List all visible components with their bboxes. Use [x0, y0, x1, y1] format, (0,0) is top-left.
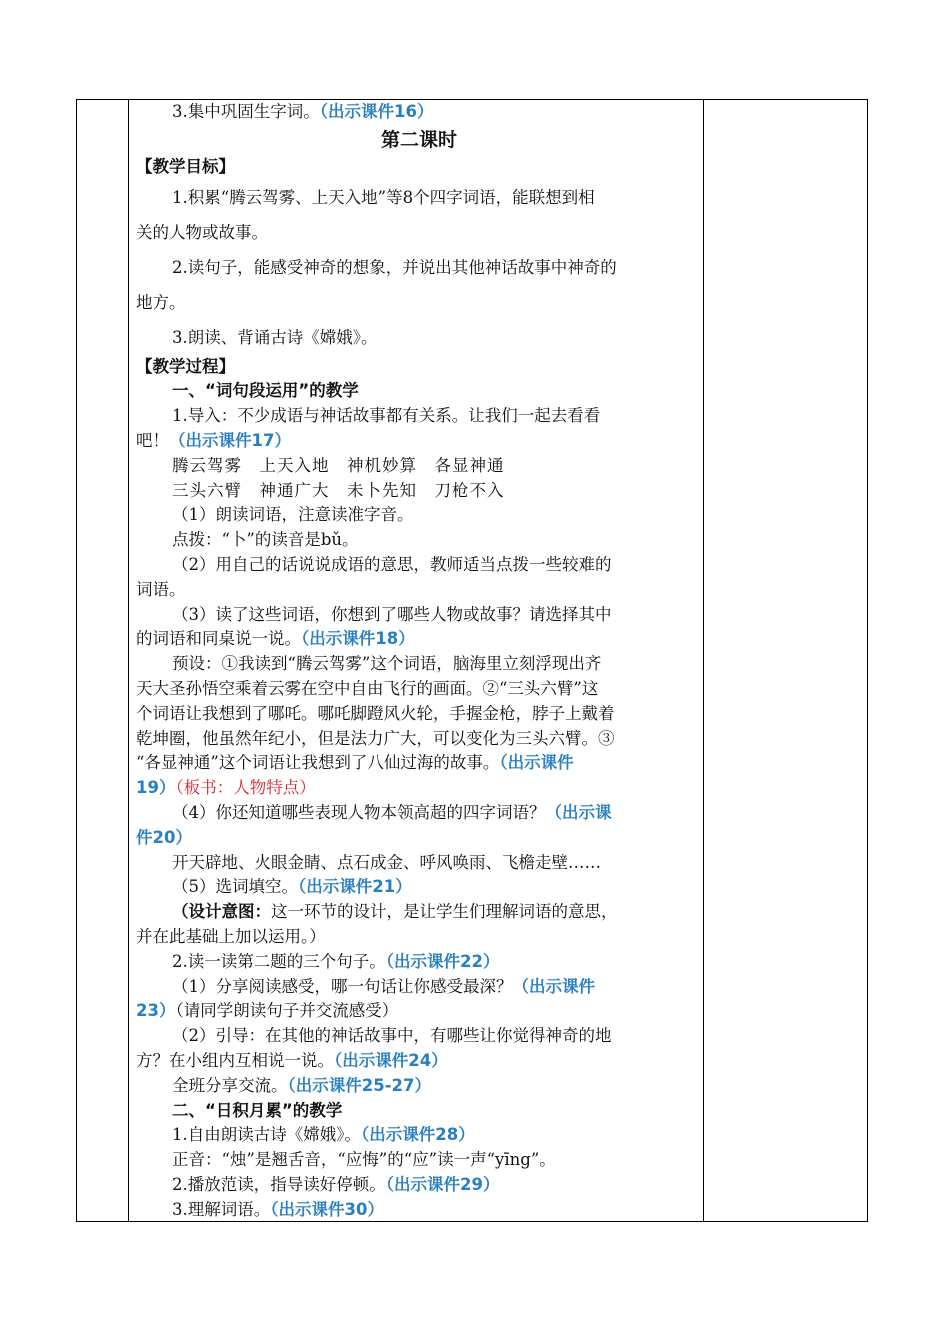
text-line	[136, 950, 702, 975]
text-span: （请同学朗读句子并交流感受）	[175, 1001, 399, 1021]
text-line	[136, 1049, 702, 1074]
text-span: 2.读一读第二题的三个句子。	[172, 951, 386, 971]
text-span: （出示课件16）	[319, 102, 434, 121]
text-line: （1）朗读词语，注意读准字音。	[172, 505, 414, 525]
text-line: 个词语让我想到了哪吒。哪吒脚蹬风火轮，手握金枪，脖子上戴着	[136, 703, 615, 723]
text-line	[136, 1173, 702, 1198]
text-line	[136, 975, 702, 1000]
text-line: 正音：“烛”是翘舌音，“应悔”的“应”读一声“yīng”。	[172, 1150, 556, 1170]
text-span: （板书：人物特点）	[175, 778, 316, 798]
text-line: 点拨：“卜”的读音是bǔ。	[172, 530, 359, 550]
text-span: 全班分享交流。	[172, 1075, 288, 1095]
design-intent: 并在此基础上加以运用。）	[136, 926, 326, 946]
text-line	[136, 801, 702, 826]
text-line: 预设：①我读到“腾云驾雾”这个词语，脑海里立刻浮现出齐	[172, 654, 602, 674]
text-line	[136, 875, 702, 900]
text-line: 词语。	[136, 579, 186, 599]
text-line: 开天辟地、火眼金睛、点石成金、呼风唤雨、飞檐走壁……	[172, 852, 601, 872]
text-line: （2）用自己的话说说成语的意思，教师适当点拨一些较难的	[172, 554, 612, 574]
text-span: （出示课件18）	[301, 629, 415, 649]
text-line	[136, 776, 702, 801]
text-span: （出示课件17）	[169, 430, 291, 450]
text-line: 天大圣孙悟空乘着云雾在空中自由飞行的画面。②“三头六臂”这	[136, 678, 599, 698]
text-span: （出示课件22）	[385, 951, 500, 971]
text-span: （1）分享阅读感受，哪一句话让你感受最深？	[172, 976, 513, 996]
text-span: （出示课件21）	[298, 877, 412, 897]
text-line: 1.积累“腾云驾雾、上天入地”等8个四字词语，能联想到相	[172, 187, 595, 207]
text-span: 件20）	[136, 827, 192, 847]
text-span: 19）	[136, 778, 176, 798]
column-divider-right	[703, 100, 704, 1221]
text-span: 23）	[136, 1001, 176, 1021]
text-span: （出示课件30）	[270, 1199, 384, 1219]
text-span: 的词语和同桌说一说。	[136, 629, 301, 649]
text-span: （4）你还知道哪些表现人物本领高超的四字词语？	[172, 802, 546, 822]
text-span: （设计意图：	[172, 902, 271, 922]
text-line	[136, 627, 702, 652]
text-span: （出示课件29）	[385, 1174, 500, 1194]
text-span: “各显神通”这个词语让我想到了八仙过海的故事。	[136, 753, 500, 773]
subsection-heading: 一、“词句段运用”的教学	[172, 381, 359, 401]
text-span: 2.播放范读，指导读好停顿。	[172, 1174, 386, 1194]
word-list-row: 三头六臂 神通广大 未卜先知 刀枪不入	[172, 480, 505, 500]
text-span: 3.集中巩固生字词。	[172, 102, 320, 121]
text-line	[136, 826, 702, 851]
text-line	[136, 1074, 702, 1099]
column-divider-left	[128, 100, 129, 1221]
subsection-heading: 二、“日积月累”的教学	[172, 1100, 343, 1120]
text-line: 乾坤圈，他虽然年纪小，但是法力广大，可以变化为三头六臂。③	[136, 728, 615, 748]
lesson-title: 第二课时	[380, 128, 457, 151]
text-line: 2.读句子，能感受神奇的想象，并说出其他神话故事中神奇的	[172, 257, 617, 277]
text-span: 吧！	[136, 430, 169, 450]
text-line	[136, 1198, 702, 1223]
text-line	[136, 751, 702, 776]
text-span: （5）选词填空。	[172, 877, 298, 897]
word-list-row: 腾云驾雾 上天入地 神机妙算 各显神通	[172, 455, 505, 475]
lesson-content	[136, 100, 702, 1222]
text-span: （出示课件24）	[334, 1050, 448, 1070]
text-span: （出示课件	[512, 976, 595, 996]
text-line	[136, 100, 702, 125]
text-span: （出示课件25-27）	[287, 1075, 432, 1095]
text-line: 关的人物或故事。	[136, 222, 268, 242]
text-span: 方？在小组内互相说一说。	[136, 1050, 334, 1070]
text-line: （3）读了这些词语，你想到了哪些人物或故事？请选择其中	[172, 604, 612, 624]
text-span: （出示课件	[499, 753, 574, 773]
text-span: （出示课	[545, 802, 612, 822]
text-line: 1.导入：不少成语与神话故事都有关系。让我们一起去看看	[172, 406, 601, 426]
text-span: 这一环节的设计，是让学生们理解词语的意思，	[271, 902, 618, 922]
text-line	[136, 999, 702, 1024]
text-line: （2）引导：在其他的神话故事中，有哪些让你觉得神奇的地	[172, 1026, 612, 1046]
text-span: （出示课件28）	[361, 1125, 475, 1145]
text-line	[136, 1123, 702, 1148]
text-span: 3.理解词语。	[172, 1199, 271, 1219]
text-line	[136, 429, 702, 454]
section-heading: 【教学过程】	[136, 356, 235, 376]
text-line: 地方。	[136, 292, 186, 312]
text-line: 3.朗读、背诵古诗《嫦娥》。	[172, 327, 378, 347]
design-intent	[136, 900, 702, 925]
section-heading: 【教学目标】	[136, 156, 235, 176]
text-span: 1.自由朗读古诗《嫦娥》。	[172, 1125, 361, 1145]
